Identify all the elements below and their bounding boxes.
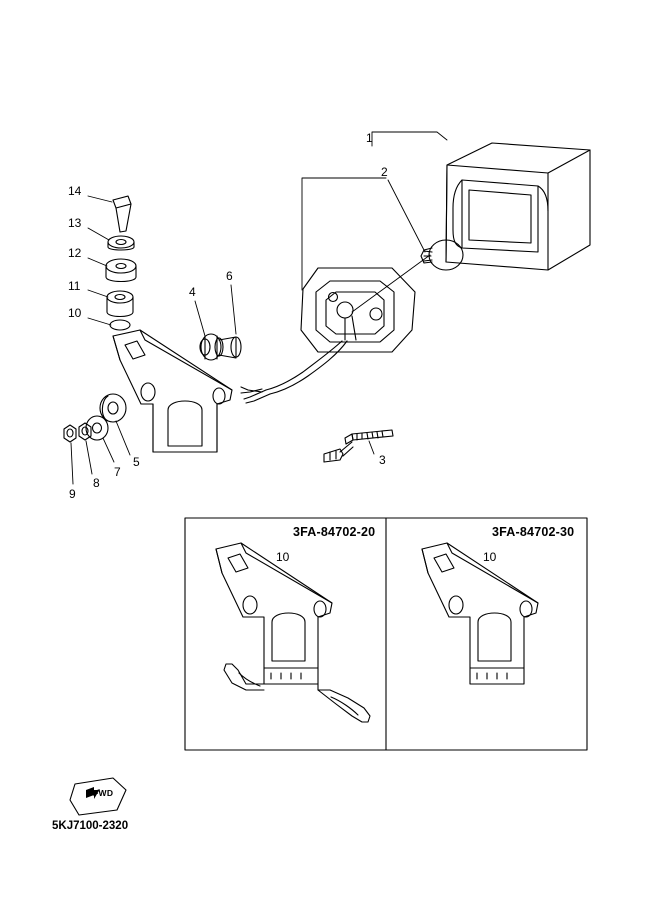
callout-3: 3 [379, 453, 386, 467]
taillight-body [301, 268, 415, 352]
callout-8: 8 [93, 476, 100, 490]
callout-10: 10 [68, 306, 82, 320]
variant-part-number-left: 3FA-84702-20 [293, 525, 376, 539]
taillight-lens-assembly [446, 143, 590, 270]
license-bracket-main [113, 330, 232, 452]
bushing-collar-group [200, 334, 241, 360]
sheet-code: 5KJ7100-2320 [52, 820, 129, 832]
callout-1: 1 [366, 131, 373, 145]
variant-bracket-right [422, 543, 538, 684]
callout-7: 7 [114, 465, 121, 479]
fwd-label: FWD [93, 788, 114, 798]
washer-nut-group [64, 394, 126, 442]
callout-4: 4 [189, 285, 196, 299]
callout-6: 6 [226, 269, 233, 283]
callout-13: 13 [68, 216, 82, 230]
callout-10-variant-right: 10 [483, 550, 497, 564]
callout-11: 11 [68, 279, 81, 293]
callout-2: 2 [381, 165, 388, 179]
callout-5: 5 [133, 455, 140, 469]
variant-part-number-right: 3FA-84702-30 [492, 525, 575, 539]
callout-12: 12 [68, 246, 82, 260]
variant-bracket-left [216, 543, 370, 722]
callout-10-variant-left: 10 [276, 550, 290, 564]
fastener-stack [106, 196, 136, 330]
callout-9: 9 [69, 487, 76, 501]
callout-14: 14 [68, 184, 82, 198]
wire-harness [241, 341, 347, 403]
